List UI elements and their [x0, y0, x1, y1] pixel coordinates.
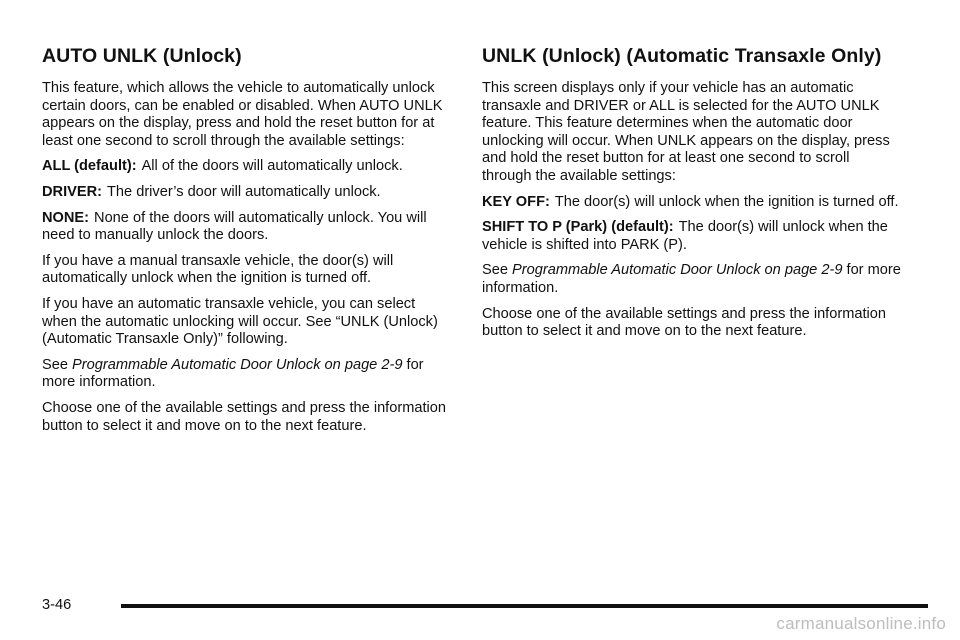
option-term: DRIVER: [42, 183, 102, 200]
option-none [42, 210, 454, 245]
right-column [482, 44, 902, 349]
see-reference [42, 357, 454, 392]
section-heading-unlk-automatic: UNLK (Unlock) (Automatic Transaxle Only) [482, 45, 882, 67]
closing-paragraph: Choose one of the available settings and press the information button to select it and move on to the next feature. [482, 305, 887, 340]
section-heading-auto-unlk: AUTO UNLK (Unlock) [42, 45, 242, 67]
left-column [42, 44, 454, 443]
option-desc: The driver’s door will automatically unlock. [107, 183, 381, 200]
closing-paragraph: Choose one of the available settings and press the information button to select it and move on to the next feature. [42, 399, 447, 434]
see-prefix: See [482, 262, 508, 279]
page-number: 3-46 [42, 597, 72, 613]
see-prefix: See [42, 356, 68, 373]
option-driver [42, 184, 454, 202]
see-suffix: for more information. [42, 356, 424, 391]
automatic-transaxle-note: If you have an automatic transaxle vehicle, you can select when the automatic unlocking will occur. See “UNLK (Unlock) (Automatic Transaxle Only)” following. [42, 295, 438, 348]
intro-paragraph: This feature, which allows the vehicle to automatically unlock certain doors, can be enabled or disabled. When AUTO UNLK appears on the display, press and hold the reset button for at least one second to scroll through the available settings: [42, 80, 443, 149]
watermark: carmanualsonline.info [776, 614, 946, 633]
option-term: SHIFT TO P (Park) (default): [482, 219, 674, 236]
option-desc: The door(s) will unlock when the ignition is turned off. [554, 193, 899, 210]
option-key-off [482, 194, 902, 212]
option-all [42, 158, 454, 176]
page-reference-link[interactable]: Programmable Automatic Door Unlock on page 2-9 [72, 356, 403, 373]
page-reference-link[interactable]: Programmable Automatic Door Unlock on page 2-9 [512, 262, 843, 279]
page-footer [42, 596, 902, 620]
option-term: NONE: [42, 209, 90, 226]
see-suffix: for more information. [482, 262, 901, 296]
manual-transaxle-note: If you have a manual transaxle vehicle, the door(s) will automatically unlock when the ignition is turned off. [42, 252, 394, 287]
option-term: KEY OFF: [482, 193, 550, 210]
option-term: ALL (default): [42, 158, 137, 175]
intro-paragraph: This screen displays only if your vehicle has an automatic transaxle and DRIVER or ALL is selected for the AUTO UNLK feature. This feature determines when the automatic door unlocking will occur. When UNLK appears on the display, press and hold the reset button for at least one second to scroll through the available settings: [482, 80, 890, 184]
footer-rule [121, 604, 928, 608]
option-desc: All of the doors will automatically unlock. [141, 158, 403, 175]
option-desc: None of the doors will automatically unlock. You will need to manually unlock the doors. [42, 209, 427, 244]
option-shift-to-park [482, 219, 902, 254]
see-reference [482, 262, 902, 297]
option-desc: The door(s) will unlock when the vehicle is shifted into PARK (P). [482, 219, 888, 253]
